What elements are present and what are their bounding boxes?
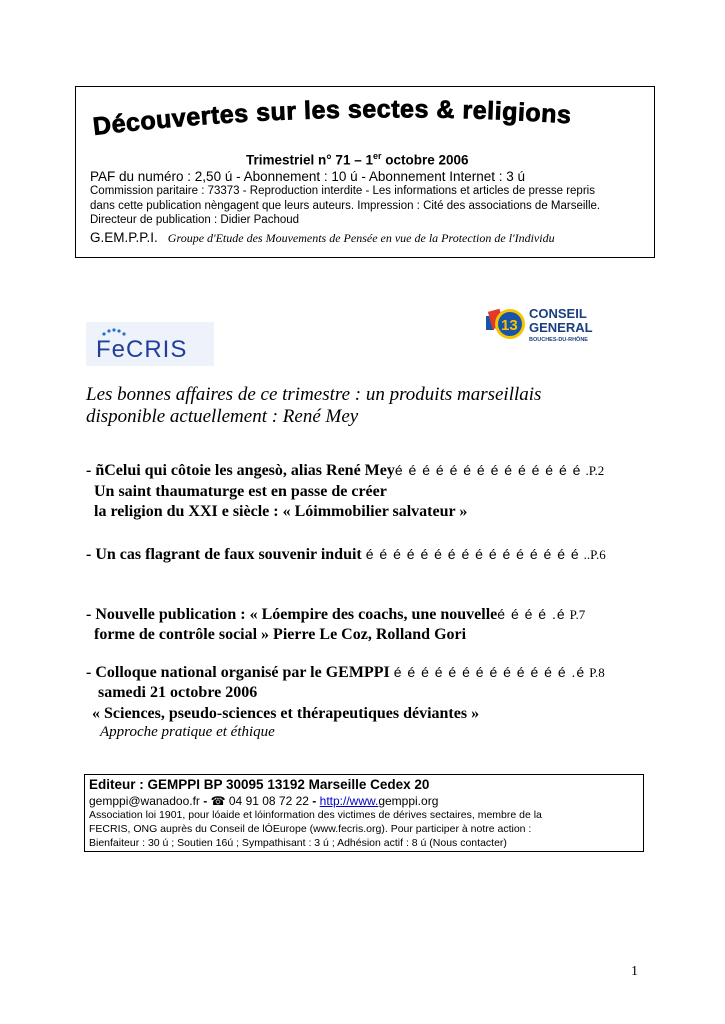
issue-line: Trimestriel n° 71 – 1er octobre 2006 xyxy=(246,151,469,168)
page-number: 1 xyxy=(631,964,638,979)
toc-item-4-line-2: samedi 21 octobre 2006 xyxy=(98,684,258,701)
conseil-general-logo xyxy=(484,304,614,346)
commission-line-1: Commission paritaire : 73373 - Reproduction interdite - Les informations et articles de presse repris xyxy=(90,185,595,197)
toc-item-1-line-2: Un saint thaumaturge est en passe de créer xyxy=(94,483,387,500)
toc-item-1[interactable]: - ñCelui qui côtoie les angesò, alias René Meyé é é é é é é é é é é é é é .P.2 xyxy=(86,462,605,479)
association-line-3: Bienfaiteur : 30 ú ; Soutien 16ú ; Sympathisant : 3 ú ; Adhésion actif : 8 ú (Nous contacter) xyxy=(89,837,507,849)
masthead-title-text: Découvertes sur les sectes & religions xyxy=(91,95,573,141)
cg-number: 13 xyxy=(501,317,518,334)
association-line-1: Association loi 1901, pour lóaide et lóinformation des victimes de dérives sectaires, membre de la xyxy=(89,809,542,821)
email-text: gemppi@wanadoo.fr xyxy=(89,794,200,808)
toc-item-3-line-2: forme de contrôle social » Pierre Le Coz, Rolland Gori xyxy=(94,626,467,643)
org-acronym: G.EM.P.P.I. xyxy=(90,230,158,245)
commission-line-2: dans cette publication nèngagent que leurs auteurs. Impression : Cité des associations de Marseille. xyxy=(90,200,601,212)
org-line xyxy=(90,229,555,247)
website-link[interactable]: http://www. xyxy=(319,794,379,808)
phone-icon: ☎ xyxy=(210,794,226,808)
director-line: Directeur de publication : Didier Pachoud xyxy=(90,214,300,226)
cg-line-1: CONSEIL xyxy=(529,306,587,321)
toc-item-1-line-3: la religion du XXI e siècle : « Lóimmobilier salvateur » xyxy=(94,503,468,520)
svg-text:Découvertes sur les sectes & r xyxy=(92,95,573,141)
intro-line-2: disponible actuellement : René Mey xyxy=(86,406,359,427)
masthead-title xyxy=(76,87,656,157)
org-full-name: Groupe d'Etude des Mouvements de Pensée en vue de la Protection de l'Individu xyxy=(167,231,555,245)
contact-line: gemppi@wanadoo.fr - ☎ 04 91 08 72 22 - http://www.gemppi.org xyxy=(89,794,439,808)
toc-item-4-line-3: « Sciences, pseudo-sciences et thérapeutiques déviantes » xyxy=(92,705,480,722)
price-line: PAF du numéro : 2,50 ú - Abonnement : 10 ú - Abonnement Internet : 3 ú xyxy=(90,169,526,184)
fecris-logo xyxy=(86,322,214,366)
toc-item-2[interactable]: - Un cas flagrant de faux souvenir induit é é é é é é é é é é é é é é é é ..P.6 xyxy=(86,546,606,563)
intro-line-1: Les bonnes affaires de ce trimestre : un produits marseillais xyxy=(86,384,542,405)
website-domain: gemppi.org xyxy=(378,794,439,808)
fecris-logo-text: FeCRIS xyxy=(96,336,188,363)
toc-item-4[interactable]: - Colloque national organisé par le GEMPPI é é é é é é é é é é é é é .é P.8 xyxy=(86,664,605,681)
cg-line-2: GENERAL xyxy=(529,320,593,335)
masthead-box xyxy=(75,86,655,258)
publisher-box xyxy=(84,774,644,852)
association-line-2: FECRIS, ONG auprès du Conseil de lÓEurope (www.fecris.org). Pour participer à notre action : xyxy=(89,823,532,835)
phone-text: 04 91 08 72 22 xyxy=(225,794,309,808)
toc-item-3[interactable]: - Nouvelle publication : « Lóempire des coachs, une nouvelleé é é é .é P.7 xyxy=(86,606,586,623)
editor-line: Editeur : GEMPPI BP 30095 13192 Marseille Cedex 20 xyxy=(89,777,430,792)
cg-line-3: BOUCHES-DU-RHÔNE xyxy=(529,337,588,343)
toc-item-4-line-4: Approche pratique et éthique xyxy=(100,724,275,740)
